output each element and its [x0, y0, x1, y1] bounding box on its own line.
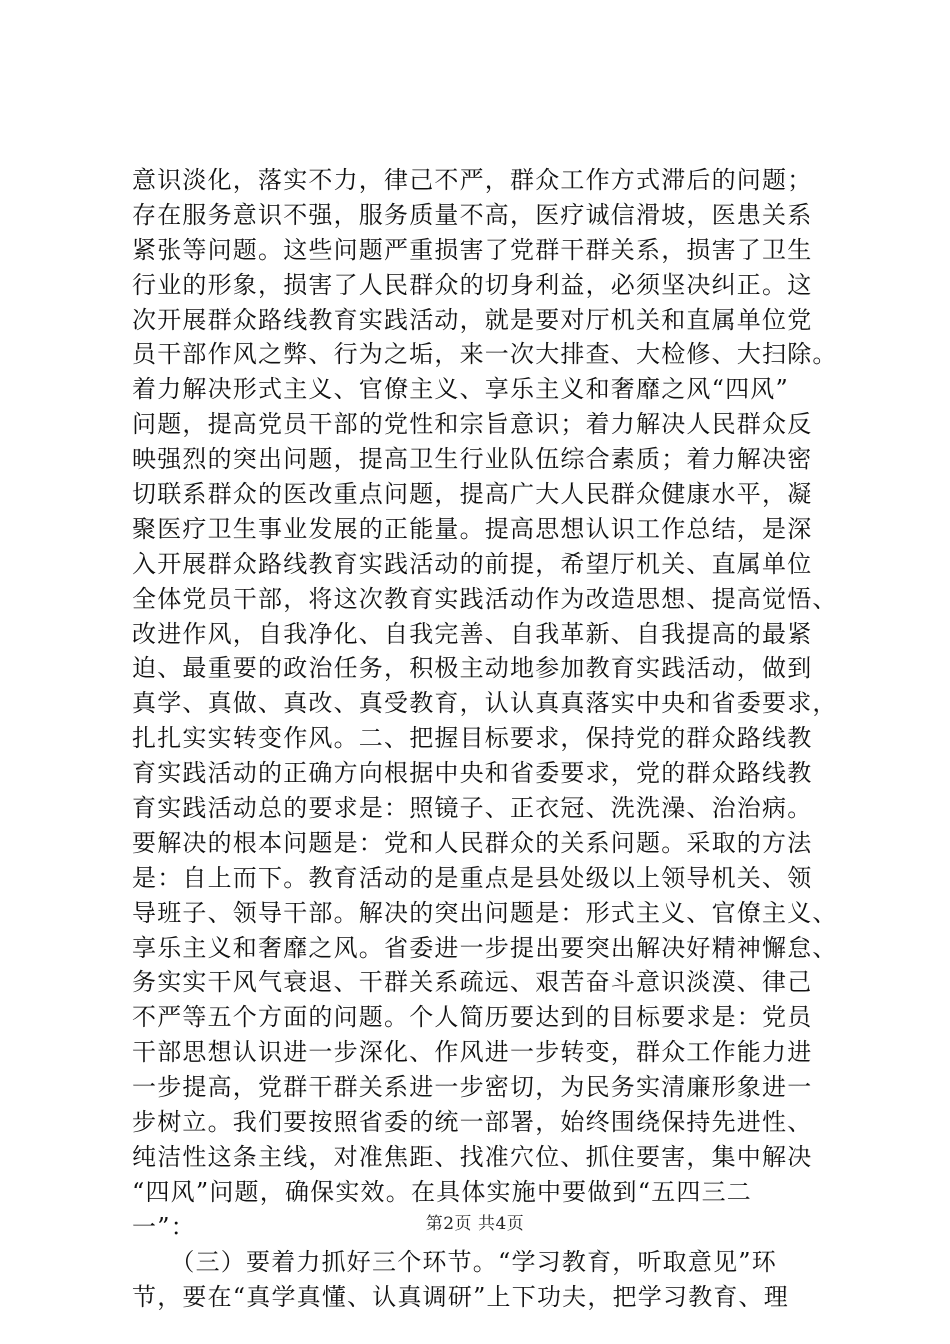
- text-line: 导班子、领导干部。解决的突出问题是：形式主义、官僚主义、: [132, 898, 838, 927]
- text-line: 真学、真做、真改、真受教育，认认真真落实中央和省委要求，: [132, 689, 838, 718]
- text-line: 务实实干风气衰退、干群关系疏远、艰苦奋斗意识淡漠、律己: [132, 968, 813, 997]
- text-line: （三）要着力抓好三个环节。“学习教育，听取意见”环: [132, 1247, 777, 1276]
- text-line: 意识淡化，落实不力，律己不严，群众工作方式滞后的问题；: [132, 166, 813, 194]
- text-line: 改进作风，自我净化、自我完善、自我革新、自我提高的最紧: [132, 619, 813, 648]
- text-line: 纯洁性这条主线，对准焦距、找准穴位、抓住要害，集中解决: [132, 1142, 813, 1171]
- text-line: 干部思想认识进一步深化、作风进一步转变，群众工作能力进: [132, 1038, 813, 1067]
- text-line: 聚医疗卫生事业发展的正能量。提高思想认识工作总结，是深: [132, 514, 813, 543]
- body-text: [132, 163, 842, 1314]
- text-line: 育实践活动的正确方向根据中央和省委要求，党的群众路线教: [132, 759, 813, 788]
- text-line: 紧张等问题。这些问题严重损害了党群干群关系，损害了卫生: [132, 235, 813, 264]
- text-line: 员干部作风之弊、行为之垢，来一次大排查、大检修、大扫除。: [132, 340, 838, 369]
- text-line: 迫、最重要的政治任务，积极主动地参加教育实践活动，做到: [132, 654, 813, 683]
- page-number-footer: 第2页 共4页: [425, 1214, 525, 1234]
- text-line: 映强烈的突出问题，提高卫生行业队伍综合素质；着力解决密: [132, 445, 813, 474]
- text-line: 不严等五个方面的问题。个人简历要达到的目标要求是：党员: [132, 1003, 813, 1032]
- text-line: 步树立。我们要按照省委的统一部署，始终围绕保持先进性、: [132, 1108, 813, 1137]
- text-line: “四风”问题，确保实效。在具体实施中要做到“五四三二: [132, 1177, 753, 1206]
- text-line: 入开展群众路线教育实践活动的前提，希望厅机关、直属单位: [132, 549, 813, 578]
- text-line: 育实践活动总的要求是：照镜子、正衣冠、洗洗澡、治治病。: [132, 794, 813, 823]
- text-line: 享乐主义和奢靡之风。省委进一步提出要突出解决好精神懈怠、: [132, 933, 838, 962]
- text-line: 节，要在“真学真懂、认真调研”上下功夫，把学习教育、理: [132, 1282, 789, 1311]
- text-line: 要解决的根本问题是：党和人民群众的关系问题。采取的方法: [132, 828, 813, 857]
- text-line: 着力解决形式主义、官僚主义、享乐主义和奢靡之风“四风”: [132, 375, 789, 404]
- text-line: 行业的形象，损害了人民群众的切身利益，必须坚决纠正。这: [132, 270, 813, 299]
- text-line: 存在服务意识不强，服务质量不高，医疗诚信滑坡，医患关系: [132, 200, 813, 229]
- text-line: 一”：: [132, 1212, 196, 1241]
- text-line: 是：自上而下。教育活动的是重点是县处级以上领导机关、领: [132, 863, 813, 892]
- text-line: 次开展群众路线教育实践活动，就是要对厅机关和直属单位党: [132, 305, 813, 334]
- text-line: 扎扎实实转变作风。二、把握目标要求，保持党的群众路线教: [132, 724, 813, 753]
- text-line: 全体党员干部，将这次教育实践活动作为改造思想、提高觉悟、: [132, 584, 838, 613]
- text-line: 切联系群众的医改重点问题，提高广大人民群众健康水平，凝: [132, 480, 813, 509]
- text-line: 一步提高，党群干群关系进一步密切，为民务实清廉形象进一: [132, 1073, 813, 1102]
- text-line: 问题，提高党员干部的党性和宗旨意识；着力解决人民群众反: [132, 410, 813, 439]
